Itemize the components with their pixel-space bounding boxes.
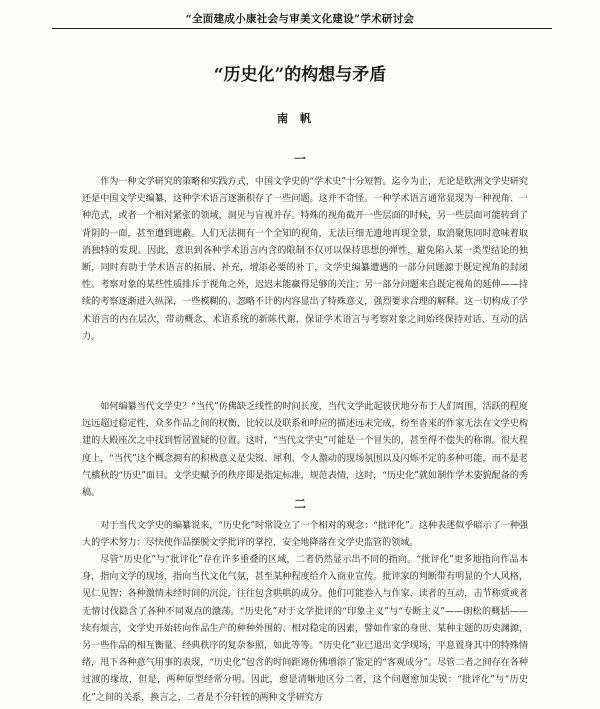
paragraph: 对于当代文学史的编纂说来，“历史化”时常设立了一个相对的观念：“批评化”。这种表述似乎暗示了一种强大的学术努力：尽快使作品摆脱文学批评的掌控，安全地降落在文学史监管的领域。 [82,521,529,549]
running-header: “全面建成小康社会与审美文化建设”学术研讨会 [185,13,415,25]
article-title: “历史化”的构想与矛盾 [213,65,387,85]
paragraph: 如何编纂当代文学史？“当代”仿佛缺乏线性的时间长度，当代文学此起彼伏地分布于人们周围，活跃的程度远远超过稳定性，众多作品之间的权衡、比较以及联系和呼应的描述远未完成，纷至沓来的作家无法在文学史构建的大殿座次之中找到暂居置疑的位置。这时，“当代文学史”可能是一个冒失的，甚至得不偿失的称谓。很大程度上，“当代”这个概念拥有的积极意义是尖锐、犀利、令人激动的现场氛围以及闪烁不定的多种可能，而不是老气横秋的“历史”面目。文学史赋予的秩序即是指定标准，规范表情，这时，“历史化”就如制作学术姿貌配备的秀稿。 [82,402,529,499]
header-rule [52,28,552,29]
paragraph: 尽管“历史化”与“批评化”存在许多重叠的区域，二者仍然显示出不同的指向。“批评化”更多地指向作品本身，指向文学的现场，指向当代文化气氛，甚至某种程度给介入商业宣传。批评家的判断带有明显的个人风格，见仁见智；各种激情未经时间的沉淀，往往包含哄哄的成分。他们可能卷入与作家、读者的互动，击节称赏或者无情讨伐隐含了各种不同观点的激荡。“历史化”对于文学批评的“印象主义”与“专断主义”——朗松的概括——续有烦言，文学史开始转向作品生产的种种外围的、相对稳定的因素，譬如作家的身世、某种主题的历史渊源，另一些作品的相互衡量、经典秩序的复杂参照，如此等等。“历史化”业已退出文学现场，平息置身其中的特殊情绪，甩下各种意气用事的表现，“历史化”包含的时间距离仿佛增添了鉴定的“客观成分”。尽管二者之间存在各种过渡的缘故，但是，两种原型经常分明。因此，愈是清晰地区分二者，这个问题愈加尖锐：“批评化”与“历史化”之间的关系，换言之，二者是不分轩轾的两种文学研究方 [82,555,529,703]
section-number: 二 [293,497,306,511]
section-number: 一 [293,152,306,166]
author-name: 南帆 [277,112,323,125]
paragraph: 作为一种文学研究的策略和实践方式，中国文学史的“学术史”十分短暂。迄今为止，无论是欧洲文学史研究还是中国文学史编纂，这种学术语言逐渐积存了一些问题。这并不奇怪。一种学术语言通常显现为一种视角、一种范式，或者一个相对紧张的领域，洞见与盲视并存。特殊的视角截开一些层面的时候，另一些层面可能转到了背阴的一面，甚至遭到遮蔽。人们无法拥有一个全知的视角，无法巨细无遗地再现全景，取消聚焦同时意味着取消独特的发现。因此，意识到各种学术语言内含的限制不仅可以保持思想的弹性，避免陷入某一类型结论的独断，同时有助于学术语言的拓展、补充，增添必要的补丁，文学史编纂遭遇的一部分问题源于既定视角的封闭性。考察对象的某些性质排斥于视角之外，迟迟未能赢得足够的关注；另一部分问题来自既定视角的延伸——持续的考察逐渐进入纵深，一些模糊的、忽略不计的内容显出了特殊意义，强烈要求合理的解释。这一切构成了学术语言的内在层次，带动概念、术语系统的新陈代谢，保证学术语言与考察对象之间始终保持对话、互动的活力。 [82,177,528,342]
